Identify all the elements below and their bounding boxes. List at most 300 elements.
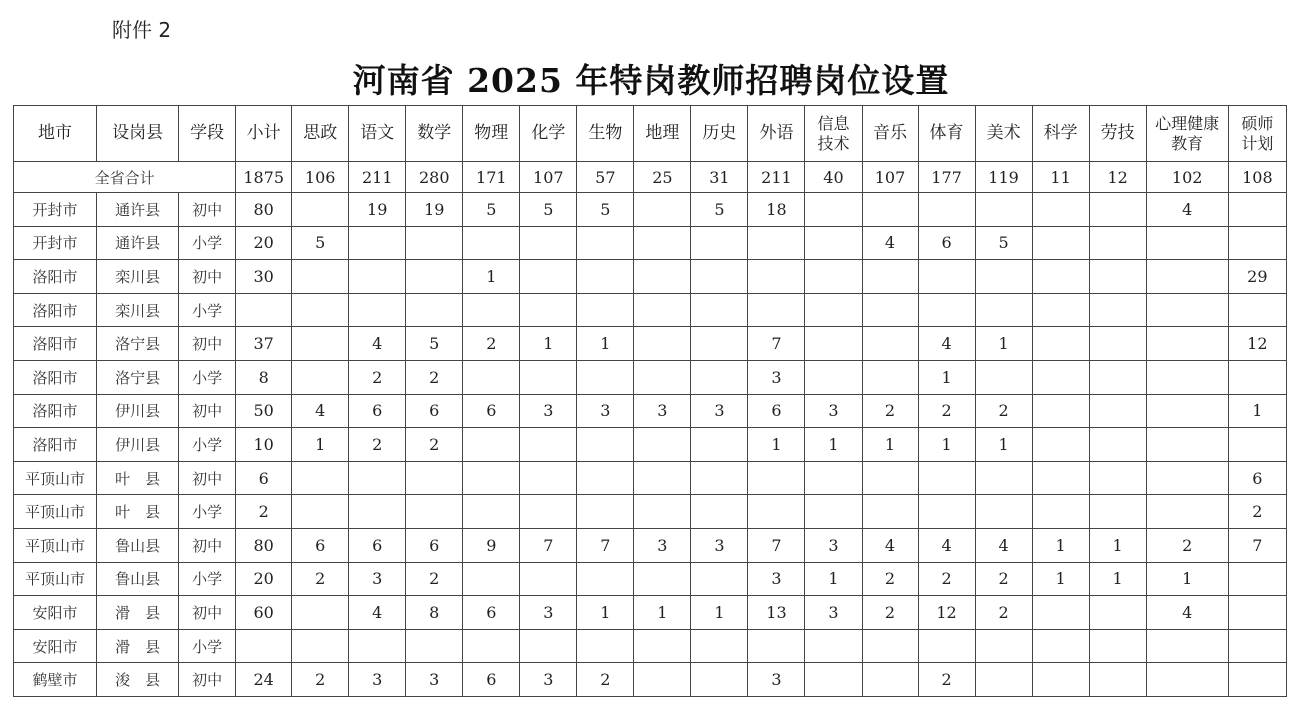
- count-cell: [862, 360, 918, 394]
- count-cell: 19: [406, 193, 463, 227]
- total-cell: 25: [634, 162, 691, 193]
- count-cell: [1228, 663, 1286, 697]
- count-cell: 4: [862, 528, 918, 562]
- count-cell: [1032, 193, 1089, 227]
- stage-cell: 小学: [179, 293, 236, 327]
- count-cell: [691, 495, 748, 529]
- count-cell: [748, 461, 805, 495]
- count-cell: [1032, 596, 1089, 630]
- count-cell: [1146, 327, 1228, 361]
- total-cell: 31: [691, 162, 748, 193]
- count-cell: [691, 360, 748, 394]
- count-cell: [520, 428, 577, 462]
- city-cell: 开封市: [14, 226, 97, 260]
- count-cell: [1146, 260, 1228, 294]
- city-cell: 洛阳市: [14, 360, 97, 394]
- count-cell: [1032, 428, 1089, 462]
- table-row: [14, 226, 1287, 260]
- count-cell: [1032, 394, 1089, 428]
- total-cell: 119: [975, 162, 1032, 193]
- count-cell: 3: [805, 394, 862, 428]
- county-cell: 洛宁县: [97, 360, 179, 394]
- count-cell: 2: [975, 596, 1032, 630]
- count-cell: [805, 495, 862, 529]
- count-cell: 18: [748, 193, 805, 227]
- table-row: [14, 461, 1287, 495]
- count-cell: [691, 327, 748, 361]
- total-cell: 107: [520, 162, 577, 193]
- count-cell: 6: [463, 663, 520, 697]
- count-cell: 80: [236, 193, 292, 227]
- stage-cell: 初中: [179, 260, 236, 294]
- stage-cell: 初中: [179, 663, 236, 697]
- count-cell: 1: [1089, 562, 1146, 596]
- count-cell: 4: [862, 226, 918, 260]
- table-row: [14, 327, 1287, 361]
- table-row: [14, 193, 1287, 227]
- count-cell: [1228, 193, 1286, 227]
- count-cell: [1146, 226, 1228, 260]
- count-cell: [577, 360, 634, 394]
- count-cell: [406, 629, 463, 663]
- column-header: 地市: [14, 106, 97, 162]
- count-cell: [1089, 394, 1146, 428]
- count-cell: 1: [520, 327, 577, 361]
- count-cell: 6: [349, 394, 406, 428]
- count-cell: 1: [1032, 562, 1089, 596]
- count-cell: 2: [862, 394, 918, 428]
- count-cell: [292, 260, 349, 294]
- count-cell: [862, 663, 918, 697]
- count-cell: 19: [349, 193, 406, 227]
- city-cell: 洛阳市: [14, 293, 97, 327]
- count-cell: [520, 260, 577, 294]
- count-cell: 30: [236, 260, 292, 294]
- count-cell: 80: [236, 528, 292, 562]
- column-header: 语文: [349, 106, 406, 162]
- city-cell: 平顶山市: [14, 495, 97, 529]
- count-cell: [1146, 461, 1228, 495]
- count-cell: [406, 226, 463, 260]
- count-cell: [748, 293, 805, 327]
- count-cell: [862, 193, 918, 227]
- count-cell: [292, 360, 349, 394]
- count-cell: 1: [918, 360, 975, 394]
- city-cell: 安阳市: [14, 629, 97, 663]
- count-cell: 24: [236, 663, 292, 697]
- count-cell: 3: [577, 394, 634, 428]
- count-cell: 4: [349, 327, 406, 361]
- county-cell: 洛宁县: [97, 327, 179, 361]
- column-header: 劳技: [1089, 106, 1146, 162]
- stage-cell: 初中: [179, 394, 236, 428]
- count-cell: [975, 360, 1032, 394]
- count-cell: [349, 495, 406, 529]
- count-cell: [1032, 663, 1089, 697]
- count-cell: 4: [1146, 193, 1228, 227]
- count-cell: 2: [918, 394, 975, 428]
- count-cell: [406, 293, 463, 327]
- count-cell: [805, 663, 862, 697]
- total-label: 全省合计: [14, 162, 236, 193]
- city-cell: 洛阳市: [14, 260, 97, 294]
- count-cell: 5: [520, 193, 577, 227]
- count-cell: 8: [236, 360, 292, 394]
- count-cell: [463, 293, 520, 327]
- count-cell: 7: [748, 528, 805, 562]
- count-cell: [634, 629, 691, 663]
- count-cell: [918, 461, 975, 495]
- count-cell: [292, 629, 349, 663]
- count-cell: 1: [805, 428, 862, 462]
- count-cell: 1: [577, 596, 634, 630]
- total-row: [14, 162, 1287, 193]
- total-cell: 108: [1228, 162, 1286, 193]
- stage-cell: 小学: [179, 495, 236, 529]
- count-cell: [577, 461, 634, 495]
- count-cell: 1: [1032, 528, 1089, 562]
- city-cell: 平顶山市: [14, 461, 97, 495]
- count-cell: 20: [236, 226, 292, 260]
- count-cell: [634, 461, 691, 495]
- count-cell: [634, 193, 691, 227]
- total-cell: 171: [463, 162, 520, 193]
- count-cell: 10: [236, 428, 292, 462]
- count-cell: [1228, 629, 1286, 663]
- count-cell: 3: [691, 528, 748, 562]
- total-cell: 177: [918, 162, 975, 193]
- column-header: 学段: [179, 106, 236, 162]
- count-cell: [1146, 360, 1228, 394]
- count-cell: [918, 629, 975, 663]
- count-cell: 29: [1228, 260, 1286, 294]
- count-cell: 1: [691, 596, 748, 630]
- table-row: [14, 596, 1287, 630]
- count-cell: [463, 562, 520, 596]
- count-cell: 1: [1228, 394, 1286, 428]
- count-cell: [292, 461, 349, 495]
- count-cell: [975, 293, 1032, 327]
- table-row: [14, 663, 1287, 697]
- county-cell: 栾川县: [97, 293, 179, 327]
- count-cell: 3: [520, 663, 577, 697]
- city-cell: 洛阳市: [14, 327, 97, 361]
- count-cell: [805, 461, 862, 495]
- count-cell: 3: [349, 562, 406, 596]
- count-cell: 1: [463, 260, 520, 294]
- count-cell: [1089, 495, 1146, 529]
- count-cell: 2: [349, 360, 406, 394]
- count-cell: 6: [406, 528, 463, 562]
- count-cell: 3: [748, 360, 805, 394]
- count-cell: [691, 428, 748, 462]
- count-cell: [349, 293, 406, 327]
- count-cell: [1089, 360, 1146, 394]
- count-cell: [634, 327, 691, 361]
- county-cell: 鲁山县: [97, 562, 179, 596]
- count-cell: 3: [634, 528, 691, 562]
- count-cell: 5: [975, 226, 1032, 260]
- stage-cell: 初中: [179, 327, 236, 361]
- count-cell: 2: [292, 663, 349, 697]
- count-cell: 2: [406, 428, 463, 462]
- count-cell: [1146, 394, 1228, 428]
- count-cell: 4: [1146, 596, 1228, 630]
- count-cell: 2: [463, 327, 520, 361]
- county-cell: 叶 县: [97, 461, 179, 495]
- count-cell: [520, 293, 577, 327]
- count-cell: [1146, 428, 1228, 462]
- total-cell: 11: [1032, 162, 1089, 193]
- total-cell: 211: [748, 162, 805, 193]
- total-cell: 1875: [236, 162, 292, 193]
- count-cell: [1089, 226, 1146, 260]
- count-cell: [406, 461, 463, 495]
- count-cell: [1089, 260, 1146, 294]
- count-cell: [577, 562, 634, 596]
- count-cell: [577, 428, 634, 462]
- count-cell: [805, 293, 862, 327]
- county-cell: 通许县: [97, 193, 179, 227]
- count-cell: [1089, 327, 1146, 361]
- city-cell: 平顶山市: [14, 562, 97, 596]
- count-cell: [918, 260, 975, 294]
- count-cell: 2: [1146, 528, 1228, 562]
- stage-cell: 小学: [179, 360, 236, 394]
- count-cell: 37: [236, 327, 292, 361]
- count-cell: [1032, 327, 1089, 361]
- city-cell: 鹤壁市: [14, 663, 97, 697]
- column-header: 物理: [463, 106, 520, 162]
- count-cell: [691, 226, 748, 260]
- count-cell: [520, 461, 577, 495]
- count-cell: [1089, 461, 1146, 495]
- count-cell: [577, 260, 634, 294]
- count-cell: 5: [292, 226, 349, 260]
- count-cell: [349, 461, 406, 495]
- count-cell: [862, 293, 918, 327]
- count-cell: [577, 226, 634, 260]
- count-cell: [975, 629, 1032, 663]
- count-cell: 3: [748, 562, 805, 596]
- count-cell: [634, 360, 691, 394]
- count-cell: [975, 663, 1032, 697]
- count-cell: 1: [1089, 528, 1146, 562]
- count-cell: 5: [691, 193, 748, 227]
- city-cell: 开封市: [14, 193, 97, 227]
- count-cell: [862, 629, 918, 663]
- count-cell: [236, 629, 292, 663]
- count-cell: [805, 360, 862, 394]
- count-cell: 7: [1228, 528, 1286, 562]
- county-cell: 伊川县: [97, 394, 179, 428]
- count-cell: [520, 226, 577, 260]
- count-cell: [1146, 629, 1228, 663]
- column-header: 心理健康 教育: [1146, 106, 1228, 162]
- column-header: 数学: [406, 106, 463, 162]
- stage-cell: 初中: [179, 193, 236, 227]
- count-cell: [1228, 562, 1286, 596]
- count-cell: 1: [975, 428, 1032, 462]
- count-cell: [292, 293, 349, 327]
- count-cell: [349, 260, 406, 294]
- table-row: [14, 495, 1287, 529]
- column-header: 历史: [691, 106, 748, 162]
- count-cell: 2: [577, 663, 634, 697]
- county-cell: 浚 县: [97, 663, 179, 697]
- table-row: [14, 428, 1287, 462]
- count-cell: 7: [748, 327, 805, 361]
- count-cell: 7: [520, 528, 577, 562]
- count-cell: [406, 260, 463, 294]
- table-row: [14, 562, 1287, 596]
- count-cell: [975, 193, 1032, 227]
- total-cell: 57: [577, 162, 634, 193]
- count-cell: [520, 495, 577, 529]
- count-cell: 3: [634, 394, 691, 428]
- count-cell: 3: [520, 596, 577, 630]
- count-cell: [1146, 663, 1228, 697]
- county-cell: 鲁山县: [97, 528, 179, 562]
- count-cell: 6: [463, 596, 520, 630]
- count-cell: 4: [292, 394, 349, 428]
- count-cell: [577, 629, 634, 663]
- count-cell: [1228, 293, 1286, 327]
- count-cell: [520, 629, 577, 663]
- column-header: 音乐: [862, 106, 918, 162]
- count-cell: [1032, 461, 1089, 495]
- count-cell: [349, 629, 406, 663]
- positions-table: [13, 105, 1287, 697]
- count-cell: [1089, 629, 1146, 663]
- count-cell: [1228, 596, 1286, 630]
- count-cell: [292, 495, 349, 529]
- column-header: 外语: [748, 106, 805, 162]
- stage-cell: 初中: [179, 461, 236, 495]
- count-cell: [691, 260, 748, 294]
- count-cell: 1: [577, 327, 634, 361]
- city-cell: 洛阳市: [14, 394, 97, 428]
- count-cell: [1032, 293, 1089, 327]
- count-cell: [634, 226, 691, 260]
- count-cell: [975, 260, 1032, 294]
- count-cell: [748, 495, 805, 529]
- header-row: [14, 106, 1287, 162]
- count-cell: [748, 629, 805, 663]
- county-cell: 栾川县: [97, 260, 179, 294]
- count-cell: 1: [918, 428, 975, 462]
- table-row: [14, 394, 1287, 428]
- count-cell: [748, 260, 805, 294]
- city-cell: 洛阳市: [14, 428, 97, 462]
- stage-cell: 初中: [179, 596, 236, 630]
- count-cell: [634, 495, 691, 529]
- count-cell: 9: [463, 528, 520, 562]
- count-cell: [577, 293, 634, 327]
- count-cell: [691, 663, 748, 697]
- stage-cell: 初中: [179, 528, 236, 562]
- count-cell: [1089, 596, 1146, 630]
- count-cell: [634, 562, 691, 596]
- count-cell: 2: [975, 394, 1032, 428]
- column-header: 科学: [1032, 106, 1089, 162]
- count-cell: 3: [691, 394, 748, 428]
- count-cell: [520, 562, 577, 596]
- table-row: [14, 260, 1287, 294]
- count-cell: [463, 360, 520, 394]
- column-header: 体育: [918, 106, 975, 162]
- count-cell: 6: [349, 528, 406, 562]
- count-cell: [292, 327, 349, 361]
- count-cell: [691, 629, 748, 663]
- count-cell: [805, 193, 862, 227]
- total-cell: 12: [1089, 162, 1146, 193]
- count-cell: [862, 461, 918, 495]
- count-cell: [805, 226, 862, 260]
- count-cell: [691, 293, 748, 327]
- count-cell: 1: [292, 428, 349, 462]
- count-cell: [691, 461, 748, 495]
- stage-cell: 小学: [179, 428, 236, 462]
- table-row: [14, 528, 1287, 562]
- count-cell: [634, 663, 691, 697]
- count-cell: 2: [918, 562, 975, 596]
- county-cell: 滑 县: [97, 629, 179, 663]
- count-cell: [1089, 663, 1146, 697]
- table-row: [14, 629, 1287, 663]
- count-cell: 2: [862, 562, 918, 596]
- count-cell: [634, 428, 691, 462]
- total-cell: 107: [862, 162, 918, 193]
- count-cell: [1146, 293, 1228, 327]
- count-cell: [634, 260, 691, 294]
- count-cell: 2: [975, 562, 1032, 596]
- count-cell: 2: [236, 495, 292, 529]
- document-title: 河南省 2025 年特岗教师招聘岗位设置: [352, 61, 950, 100]
- count-cell: 3: [748, 663, 805, 697]
- count-cell: [1032, 260, 1089, 294]
- count-cell: 4: [975, 528, 1032, 562]
- total-cell: 106: [292, 162, 349, 193]
- column-header: 小计: [236, 106, 292, 162]
- count-cell: [918, 293, 975, 327]
- count-cell: [1228, 226, 1286, 260]
- count-cell: 6: [406, 394, 463, 428]
- count-cell: 4: [918, 327, 975, 361]
- count-cell: 8: [406, 596, 463, 630]
- count-cell: [862, 327, 918, 361]
- count-cell: [463, 461, 520, 495]
- total-cell: 102: [1146, 162, 1228, 193]
- count-cell: 6: [292, 528, 349, 562]
- table-row: [14, 360, 1287, 394]
- count-cell: [1032, 495, 1089, 529]
- city-cell: 安阳市: [14, 596, 97, 630]
- count-cell: [463, 428, 520, 462]
- count-cell: [463, 495, 520, 529]
- count-cell: [691, 562, 748, 596]
- count-cell: 4: [349, 596, 406, 630]
- column-header: 思政: [292, 106, 349, 162]
- count-cell: 60: [236, 596, 292, 630]
- count-cell: 6: [463, 394, 520, 428]
- count-cell: 3: [805, 596, 862, 630]
- count-cell: [1228, 360, 1286, 394]
- county-cell: 叶 县: [97, 495, 179, 529]
- count-cell: 6: [1228, 461, 1286, 495]
- total-cell: 211: [349, 162, 406, 193]
- count-cell: 1: [805, 562, 862, 596]
